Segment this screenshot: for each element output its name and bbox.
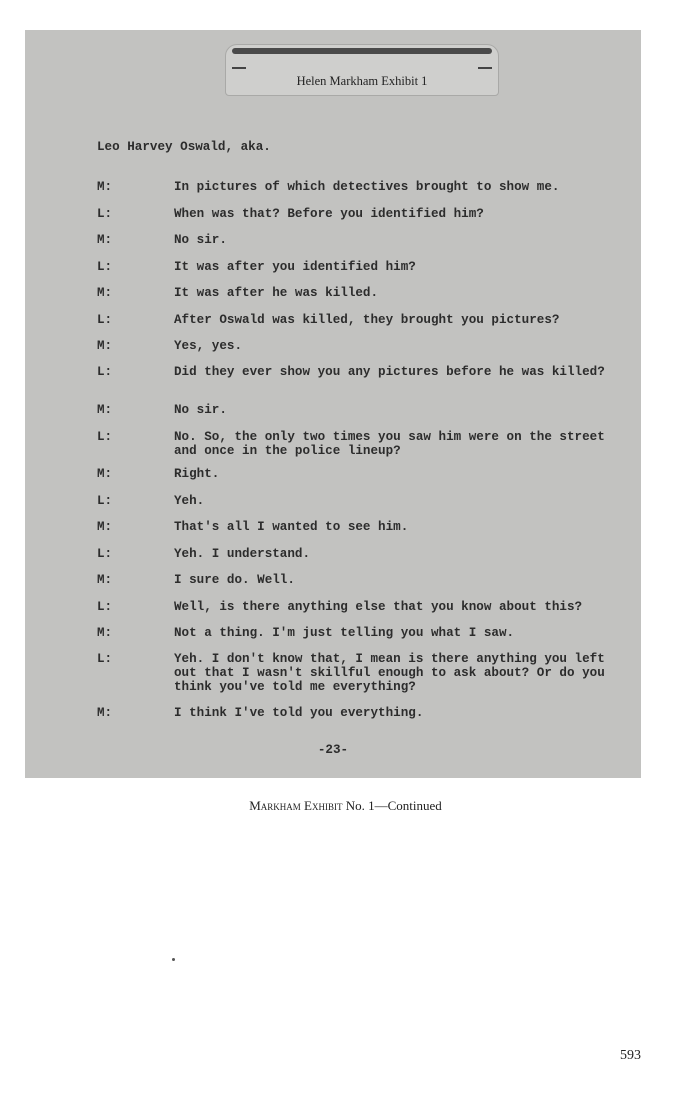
- speaker: M:: [97, 180, 113, 194]
- line-text: No. So, the only two times you saw him were on the street and once in the police lineup?: [174, 430, 605, 458]
- transcript-subject: Leo Harvey Oswald, aka.: [97, 140, 271, 154]
- exhibit-tab-label: Helen Markham Exhibit 1: [296, 74, 428, 88]
- speaker: L:: [97, 313, 113, 327]
- line-text: I think I've told you everything.: [174, 706, 424, 720]
- line-text: Well, is there anything else that you know about this?: [174, 600, 583, 614]
- speaker: L:: [97, 547, 113, 561]
- line-text: Did they ever show you any pictures before he was killed?: [174, 365, 605, 379]
- caption-smallcaps: Markham Exhibit: [249, 798, 343, 813]
- tab-dash-left: [232, 67, 246, 69]
- line-text: Yeh. I don't know that, I mean is there anything you left out that I wasn't skillful enough to ask about? Or do you think you've told me everything?: [174, 652, 605, 694]
- page-folio: 593: [620, 1048, 641, 1063]
- line-text: It was after he was killed.: [174, 286, 379, 300]
- speaker: L:: [97, 600, 113, 614]
- line-text: That's all I wanted to see him.: [174, 520, 409, 534]
- speaker: M:: [97, 339, 113, 353]
- exhibit-photo: [25, 30, 641, 778]
- speaker: M:: [97, 403, 113, 417]
- speaker: M:: [97, 233, 113, 247]
- line-text: Yeh. I understand.: [174, 547, 311, 561]
- speaker: M:: [97, 467, 113, 481]
- speaker: M:: [97, 520, 113, 534]
- tab-clip-bar: [232, 48, 492, 54]
- exhibit-tab: [225, 44, 499, 96]
- line-text: After Oswald was killed, they brought you pictures?: [174, 313, 560, 327]
- line-text: When was that? Before you identified him?: [174, 207, 484, 221]
- speaker: M:: [97, 573, 113, 587]
- tab-dash-right: [478, 67, 492, 69]
- speaker: L:: [97, 494, 113, 508]
- line-text: I sure do. Well.: [174, 573, 295, 587]
- speaker: L:: [97, 430, 113, 444]
- speaker: L:: [97, 652, 113, 666]
- line-text: Not a thing. I'm just telling you what I saw.: [174, 626, 515, 640]
- speaker: M:: [97, 286, 113, 300]
- line-text: Yeh.: [174, 494, 205, 508]
- speaker: M:: [97, 626, 113, 640]
- speaker: L:: [97, 365, 113, 379]
- line-text: No sir.: [174, 233, 227, 247]
- line-text: No sir.: [174, 403, 227, 417]
- line-text: In pictures of which detectives brought to show me.: [174, 180, 560, 194]
- exhibit-caption: [0, 798, 691, 814]
- line-text: It was after you identified him?: [174, 260, 416, 274]
- line-text: Right.: [174, 467, 220, 481]
- speck: [172, 958, 175, 961]
- typed-page-marker: -23-: [317, 743, 349, 757]
- speaker: L:: [97, 207, 113, 221]
- speaker: L:: [97, 260, 113, 274]
- line-text: Yes, yes.: [174, 339, 243, 353]
- speaker: M:: [97, 706, 113, 720]
- caption-rest: No. 1—Continued: [342, 798, 442, 813]
